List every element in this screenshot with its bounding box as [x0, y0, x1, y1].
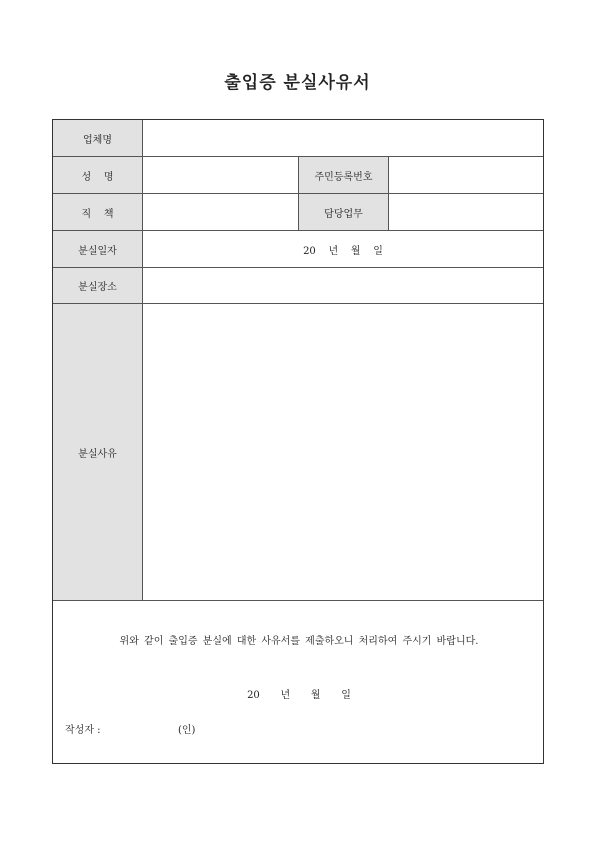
name-field[interactable] — [143, 157, 298, 193]
seal-label[interactable]: (인) — [178, 725, 196, 736]
resident-number-field[interactable] — [389, 157, 543, 193]
lost-date-field[interactable]: 20 년 월 일 — [303, 245, 383, 257]
company-label: 업체명 — [53, 120, 142, 156]
position-field[interactable] — [143, 194, 298, 230]
declaration-date: 20 년 월 일 — [247, 690, 351, 701]
name-label: 성 명 — [53, 157, 142, 193]
lost-place-field[interactable] — [143, 268, 543, 303]
lost-place-label: 분실장소 — [53, 268, 142, 303]
duty-label: 담당업무 — [299, 194, 388, 230]
lost-pass-form — [52, 119, 544, 764]
lost-reason-label: 분실사유 — [53, 304, 142, 600]
row-divider — [53, 600, 543, 601]
duty-field[interactable] — [389, 194, 543, 230]
lost-date-label: 분실일자 — [53, 231, 142, 267]
document-title: 출입증 분실사유서 — [224, 73, 371, 93]
position-label: 직 책 — [53, 194, 142, 230]
resident-number-label: 주민등록번호 — [299, 157, 388, 193]
company-field[interactable] — [143, 120, 543, 156]
author-label: 작성자 : — [65, 725, 101, 736]
lost-reason-field[interactable] — [143, 304, 543, 600]
declaration-statement: 위와 같이 출입증 분실에 대한 사유서를 제출하오니 처리하여 주시기 바랍니다. — [119, 636, 479, 647]
